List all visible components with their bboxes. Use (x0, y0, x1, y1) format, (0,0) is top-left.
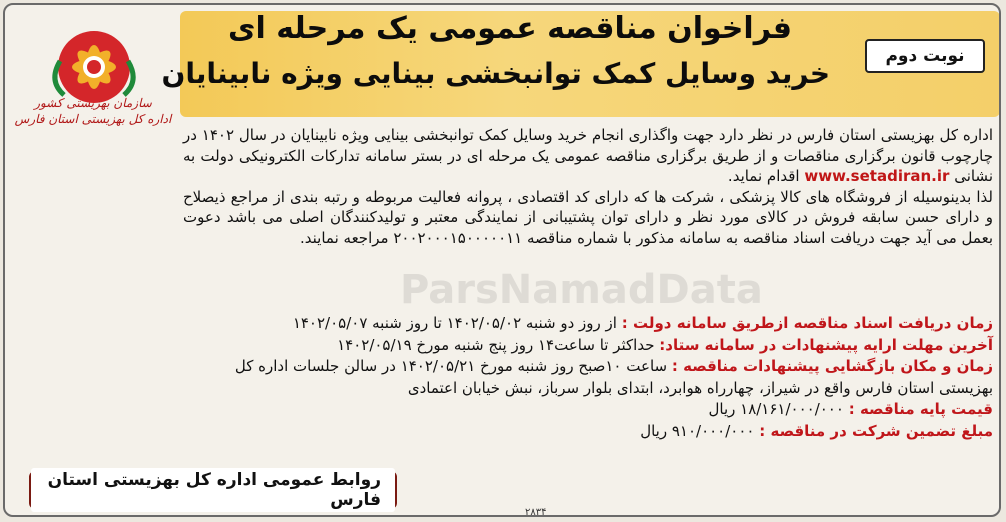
deadline-value: حداکثر تا ساعت۱۴ روز پنج شنبه مورخ ۱۴۰۲/۰۵/۱۹ (337, 335, 655, 354)
page-number: ۲۸۳۴ (525, 507, 547, 517)
watermark: ParsNamadData (400, 267, 763, 313)
logo-caption (13, 95, 173, 127)
deadline-label: آخرین مهلت ارایه پیشنهادات در سامانه ستاد: (659, 335, 993, 354)
body-intro: اداره کل بهزیستی استان فارس در نظر دارد جهت واگذاری انجام خرید وسایل کمک توانبخشی بینایی ویژه نابینایان در سال ۱۴۰۲ در چارچوب قانون برگزاری مناقصات و از طریق برگزاری مناقصه عمومی یک مرحله ای در بستر سامانه تدارکات الکترونیکی دولت به نشانی (183, 126, 993, 185)
public-relations-text: روابط عمومی اداره کل بهزیستی استان فارس (31, 468, 395, 512)
guarantee-value: ۹۱۰/۰۰۰/۰۰۰ ریال (640, 421, 755, 440)
second-round-badge: نوبت دوم (865, 39, 985, 73)
opening-address: بهزیستی استان فارس واقع در شیراز، چهارراه هوابرد، ابتدای بلوار سرباز، نبش خیابان اعتمادی (407, 378, 993, 397)
behzisti-logo-icon (19, 19, 169, 159)
body-intro-end: اقدام نماید. (727, 167, 800, 185)
logo-caption-line1: سازمان بهزیستی کشور (34, 96, 152, 110)
setadiran-link[interactable]: www.setadiran.ir (804, 167, 950, 185)
body-paragraph-2: لذا بدینوسیله از فروشگاه های کالا پزشکی ، شرکت ها که دارای کد اقتصادی ، پروانه فعالیت مربوطه و رتبه بندی از مراجع ذیصلاح و دارای حسن سابقه فروش در کالای مورد نظر و دارای توان پشتیبانی از نمایندگی معتبر و تولیدکنندگان اصلی می باشد دعوت بعمل می آید جهت دریافت اسناد مناقصه به سامانه مذکور با شماره مناقصه ۲۰۰۲۰۰۰۱۵۰۰۰۰۰۱۱ مراجعه نمایند. (183, 187, 993, 247)
public-relations-banner (29, 471, 397, 509)
base-price-label: قیمت پایه مناقصه : (848, 400, 993, 418)
tender-details (35, 313, 993, 442)
guarantee-label: مبلغ تضمین شرکت در مناقصه : (759, 421, 993, 440)
doc-receipt-label: زمان دریافت اسناد مناقصه ازطریق سامانه دولت : (621, 314, 993, 332)
deadline-row (35, 335, 993, 357)
ad-subtitle: خرید وسایل کمک توانبخشی بینایی ویژه نابینایان (161, 57, 830, 90)
body-paragraph-1 (183, 125, 993, 187)
doc-receipt-row (35, 313, 993, 335)
advertisement-frame (3, 3, 1001, 517)
opening-label: زمان و مکان بازگشایی پیشنهادات مناقصه : (671, 357, 993, 375)
opening-value: ساعت ۱۰صبح روز شنبه مورخ ۱۴۰۲/۰۵/۲۱ در سالن جلسات اداره کل (234, 357, 668, 375)
guarantee-row (35, 421, 993, 443)
opening-row (35, 356, 993, 378)
ad-body (183, 125, 993, 248)
doc-receipt-value: از روز دو شنبه ۱۴۰۲/۰۵/۰۲ تا روز شنبه ۱۴۰۲/۰۵/۰۷ (292, 314, 617, 332)
base-price-value: ۱۸/۱۶۱/۰۰۰/۰۰۰ ریال (708, 400, 844, 418)
logo-caption-line2: اداره کل بهزیستی استان فارس (14, 112, 172, 126)
ad-title: فراخوان مناقصه عمومی یک مرحله ای (227, 11, 792, 46)
base-price-row (35, 399, 993, 421)
